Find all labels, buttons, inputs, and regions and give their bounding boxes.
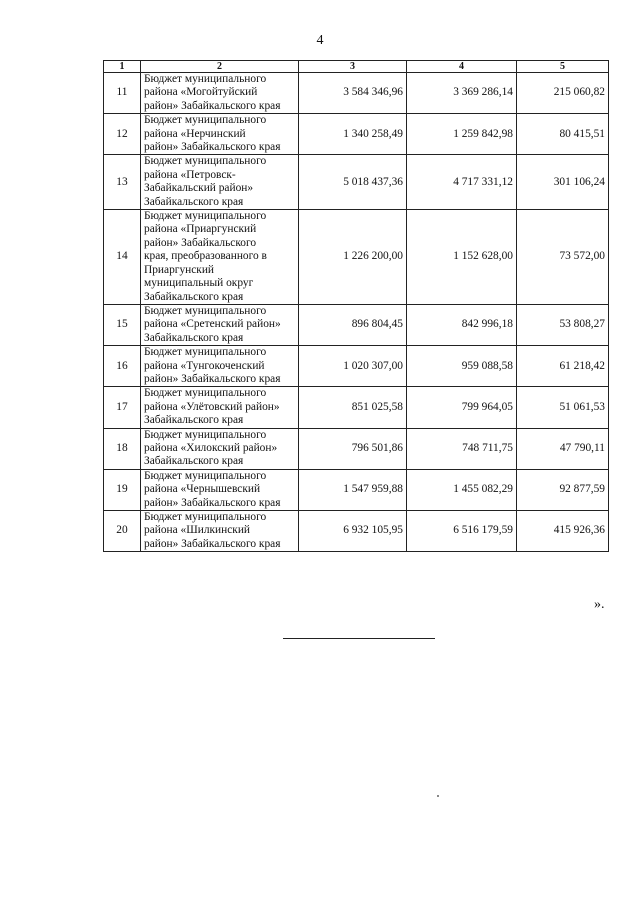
row-number: 16: [104, 346, 141, 387]
budget-name-line: района «Приаргунский: [144, 223, 257, 236]
value-col5: 215 060,82: [517, 73, 609, 114]
value-col4: 1 455 082,29: [407, 469, 517, 510]
budget-name-line: район» Забайкальского края: [144, 372, 281, 385]
value-col4: 3 369 286,14: [407, 73, 517, 114]
budget-name: [141, 155, 299, 210]
budget-name: [141, 387, 299, 428]
budget-name-line: Бюджет муниципального: [144, 428, 267, 441]
column-header-4: 4: [407, 61, 517, 73]
value-col3: 3 584 346,96: [299, 73, 407, 114]
value-col4: 748 711,75: [407, 428, 517, 469]
column-header-2: 2: [141, 61, 299, 73]
column-header-1: 1: [104, 61, 141, 73]
budget-name-line: район» Забайкальского: [144, 236, 257, 249]
value-col3: 796 501,86: [299, 428, 407, 469]
table-row: [104, 304, 609, 345]
budget-name-line: Бюджет муниципального: [144, 304, 267, 317]
budget-name-line: Забайкальского края: [144, 414, 244, 427]
page-number: 4: [316, 33, 324, 48]
budget-name-line: района «Чернышевский: [144, 483, 261, 496]
budget-name-line: Бюджет муниципального: [144, 346, 267, 359]
budget-name-line: Забайкальский район»: [144, 182, 254, 195]
value-col3: 1 340 258,49: [299, 114, 407, 155]
value-col4: 799 964,05: [407, 387, 517, 428]
table-row: [104, 428, 609, 469]
value-col4: 1 152 628,00: [407, 210, 517, 305]
value-col3: 1 020 307,00: [299, 346, 407, 387]
budget-name: [141, 428, 299, 469]
budget-name-line: района «Нерчинский: [144, 127, 246, 140]
value-col5: 80 415,51: [517, 114, 609, 155]
row-number: 20: [104, 511, 141, 552]
budget-name-line: района «Тунгокоченский: [144, 359, 265, 372]
value-col4: 6 516 179,59: [407, 511, 517, 552]
column-header-5: 5: [517, 61, 609, 73]
table-row: [104, 387, 609, 428]
budget-name-line: муниципальный округ: [144, 277, 254, 290]
budget-name-line: района «Хилокский район»: [144, 441, 278, 454]
table-row: [104, 155, 609, 210]
budget-name-line: края, преобразованного в: [144, 250, 267, 263]
value-col5: 301 106,24: [517, 155, 609, 210]
scan-speck: [437, 795, 439, 797]
table-row: [104, 511, 609, 552]
budget-name-line: Бюджет муниципального: [144, 114, 267, 127]
value-col4: 1 259 842,98: [407, 114, 517, 155]
value-col3: 851 025,58: [299, 387, 407, 428]
value-col5: 73 572,00: [517, 210, 609, 305]
budget-name-line: Бюджет муниципального: [144, 387, 267, 400]
value-col5: 415 926,36: [517, 511, 609, 552]
budget-name-line: района «Могойтуйский: [144, 86, 258, 99]
budget-name-line: Бюджет муниципального: [144, 73, 267, 85]
budget-name-line: Забайкальского края: [144, 290, 244, 303]
value-col3: 896 804,45: [299, 304, 407, 345]
row-number: 17: [104, 387, 141, 428]
budget-name-line: район» Забайкальского края: [144, 537, 281, 550]
budget-name-line: Приаргунский: [144, 263, 215, 276]
budget-name-line: Бюджет муниципального: [144, 511, 267, 523]
table-row: [104, 73, 609, 114]
value-col5: 61 218,42: [517, 346, 609, 387]
budget-name-line: Бюджет муниципального: [144, 210, 267, 223]
budget-name-line: район» Забайкальского края: [144, 141, 281, 154]
value-col3: 1 226 200,00: [299, 210, 407, 305]
budget-name-line: Бюджет муниципального: [144, 155, 267, 168]
budget-name: [141, 346, 299, 387]
value-col4: 959 088,58: [407, 346, 517, 387]
budget-name: [141, 304, 299, 345]
budget-name-line: район» Забайкальского края: [144, 496, 281, 509]
table-row: [104, 346, 609, 387]
table-body: [104, 73, 609, 552]
table-header-row: [104, 61, 609, 73]
table-row: [104, 114, 609, 155]
budget-name-line: Бюджет муниципального: [144, 469, 267, 482]
value-col4: 4 717 331,12: [407, 155, 517, 210]
budget-name-line: район» Забайкальского края: [144, 99, 281, 112]
value-col3: 6 932 105,95: [299, 511, 407, 552]
budget-name-line: района «Шилкинский: [144, 524, 251, 537]
budget-table: [103, 60, 609, 552]
budget-name-line: района «Улётовский район»: [144, 400, 280, 413]
row-number: 18: [104, 428, 141, 469]
budget-name-line: района «Петровск-: [144, 168, 236, 181]
row-number: 12: [104, 114, 141, 155]
budget-name-line: Забайкальского края: [144, 195, 244, 208]
budget-name: [141, 469, 299, 510]
budget-name-line: Забайкальского края: [144, 331, 244, 344]
value-col5: 53 808,27: [517, 304, 609, 345]
closing-quote-mark: ».: [594, 597, 605, 612]
budget-name: [141, 511, 299, 552]
budget-name-line: Забайкальского края: [144, 455, 244, 468]
row-number: 13: [104, 155, 141, 210]
budget-name-line: района «Сретенский район»: [144, 318, 281, 331]
value-col4: 842 996,18: [407, 304, 517, 345]
budget-name: [141, 73, 299, 114]
row-number: 19: [104, 469, 141, 510]
column-header-3: 3: [299, 61, 407, 73]
table-row: [104, 469, 609, 510]
value-col3: 1 547 959,88: [299, 469, 407, 510]
row-number: 14: [104, 210, 141, 305]
row-number: 15: [104, 304, 141, 345]
value-col5: 51 061,53: [517, 387, 609, 428]
value-col5: 47 790,11: [517, 428, 609, 469]
table-row: [104, 210, 609, 305]
budget-name: [141, 114, 299, 155]
separator-line: [283, 638, 435, 639]
budget-name: [141, 210, 299, 305]
value-col5: 92 877,59: [517, 469, 609, 510]
value-col3: 5 018 437,36: [299, 155, 407, 210]
row-number: 11: [104, 73, 141, 114]
